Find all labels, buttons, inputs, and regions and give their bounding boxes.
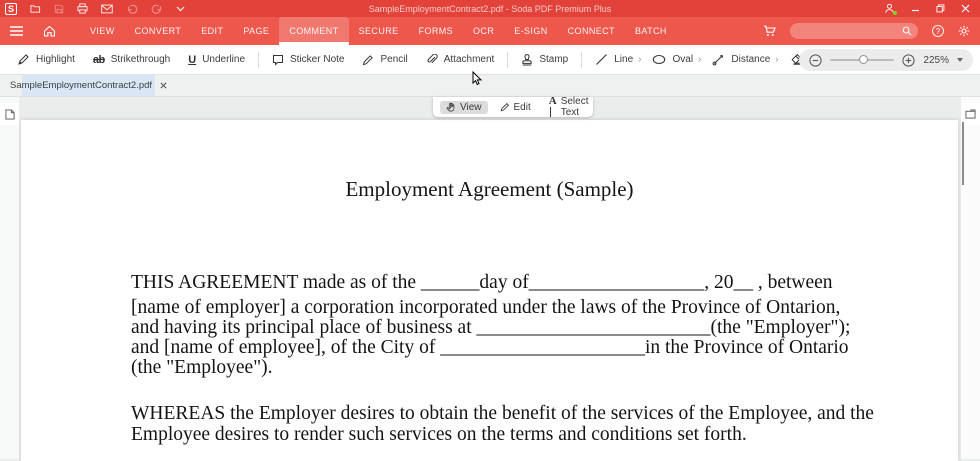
- left-panel-rail: [0, 75, 19, 459]
- settings-gear-icon[interactable]: [958, 25, 970, 37]
- menu-item-forms[interactable]: FORMS: [409, 17, 464, 45]
- document-tabbar: [0, 75, 980, 97]
- edit-mode-label: Edit: [514, 102, 531, 113]
- restore-button[interactable]: [936, 4, 945, 13]
- open-file-icon[interactable]: [30, 3, 41, 14]
- zoom-level-value: 225%: [923, 55, 949, 66]
- select-text-button[interactable]: [543, 94, 595, 121]
- sticker-note-label: Sticker Note: [290, 54, 344, 65]
- line-expand-chevron-icon[interactable]: ›: [638, 54, 641, 65]
- online-status-dot: [893, 11, 897, 15]
- highlight-icon: [17, 53, 30, 66]
- document-heading: Employment Agreement (Sample): [21, 177, 958, 202]
- document-text-line: (the "Employee").: [131, 357, 273, 379]
- view-mode-bar: [433, 97, 593, 117]
- menu-item-convert[interactable]: CONVERT: [125, 17, 192, 45]
- document-viewport: [19, 97, 961, 459]
- menu-item-secure[interactable]: SECURE: [349, 17, 409, 45]
- account-icon[interactable]: [884, 3, 895, 14]
- distance-icon: [712, 53, 725, 66]
- zoom-control: [799, 49, 973, 71]
- underline-label: Underline: [202, 54, 245, 65]
- search-input[interactable]: [790, 23, 918, 39]
- document-tab[interactable]: [22, 75, 155, 96]
- minimize-button[interactable]: [911, 4, 920, 13]
- quick-access-chevron-icon[interactable]: [176, 6, 185, 12]
- highlight-button[interactable]: [8, 47, 84, 73]
- line-label: Line: [614, 54, 633, 65]
- line-icon: [595, 53, 608, 66]
- sticker-note-button[interactable]: [263, 47, 353, 73]
- edit-pencil-icon: [500, 102, 510, 112]
- strikethrough-icon: ab: [93, 54, 105, 66]
- toolbar-separator: [581, 52, 582, 68]
- distance-label: Distance: [731, 54, 770, 65]
- line-button[interactable]: [586, 47, 642, 73]
- comment-toolbar: [0, 45, 980, 75]
- strikethrough-button[interactable]: [84, 47, 179, 73]
- redo-icon[interactable]: [151, 4, 163, 14]
- select-text-icon: A: [549, 95, 557, 120]
- underline-button[interactable]: [179, 47, 254, 73]
- pencil-icon: [362, 54, 374, 66]
- cart-icon[interactable]: [763, 25, 776, 37]
- attachment-button[interactable]: [417, 47, 504, 73]
- underline-icon: U: [188, 54, 196, 66]
- toolbar-separator: [258, 52, 259, 68]
- distance-expand-chevron-icon[interactable]: ›: [775, 54, 778, 65]
- document-text-line: [name of employer] a corporation incorporated under the laws of the Province of Ontarion,: [131, 297, 840, 319]
- oval-icon: [652, 54, 666, 65]
- zoom-slider-knob[interactable]: [859, 55, 868, 64]
- toolbar-separator: [507, 52, 508, 68]
- help-icon[interactable]: ?: [932, 25, 944, 37]
- document-text-line: THIS AGREEMENT made as of the ______day of__________________, 20__ , between: [131, 272, 833, 294]
- document-text-line: Employee desires to render such services on the terms and conditions set forth.: [131, 424, 747, 446]
- view-mode-button[interactable]: [440, 101, 488, 114]
- menu-item-esign[interactable]: E-SIGN: [504, 17, 557, 45]
- menu-item-batch[interactable]: BATCH: [625, 17, 677, 45]
- menu-items: [80, 17, 677, 45]
- window-title: SampleEmploymentContract2.pdf - Soda PDF Premium Plus: [0, 4, 980, 14]
- menu-item-edit[interactable]: EDIT: [191, 17, 233, 45]
- document-tab-label: SampleEmploymentContract2.pdf: [10, 80, 152, 91]
- zoom-dropdown-caret-icon[interactable]: [957, 58, 963, 62]
- highlight-label: Highlight: [36, 54, 75, 65]
- email-icon[interactable]: [101, 4, 113, 14]
- document-text-line: and having its principal place of business at ________________________(the "Employer");: [131, 317, 850, 339]
- hand-pan-icon: [446, 102, 456, 113]
- tab-close-icon[interactable]: [160, 82, 167, 89]
- zoom-slider[interactable]: [830, 59, 894, 61]
- hamburger-menu-icon[interactable]: [0, 26, 33, 36]
- menu-item-comment[interactable]: COMMENT: [279, 17, 348, 45]
- mouse-cursor: [472, 71, 483, 86]
- strikethrough-label: Strikethrough: [111, 54, 170, 65]
- sticker-note-icon: [272, 54, 284, 66]
- oval-label: Oval: [672, 54, 693, 65]
- menu-item-ocr[interactable]: OCR: [463, 17, 504, 45]
- close-button[interactable]: [961, 4, 970, 13]
- oval-button[interactable]: [643, 47, 702, 73]
- document-text-line: WHEREAS the Employer desires to obtain the benefit of the services of the Employee, and the: [131, 403, 874, 425]
- attachment-label: Attachment: [444, 54, 495, 65]
- select-text-label: Select Text: [561, 96, 589, 118]
- pdf-page: [21, 120, 958, 461]
- menu-item-connect[interactable]: CONNECT: [558, 17, 625, 45]
- attachment-icon: [426, 54, 438, 66]
- stamp-label: Stamp: [539, 54, 568, 65]
- soda-pdf-logo: S: [5, 3, 17, 15]
- undo-icon[interactable]: [126, 4, 138, 14]
- titlebar: [0, 0, 980, 17]
- menu-item-page[interactable]: PAGE: [233, 17, 279, 45]
- bookmarks-panel-icon[interactable]: [0, 103, 19, 125]
- distance-button[interactable]: [703, 47, 779, 73]
- menu-item-view[interactable]: VIEW: [80, 17, 125, 45]
- save-icon[interactable]: [54, 4, 64, 14]
- vertical-scrollbar[interactable]: [962, 122, 964, 185]
- zoom-out-button[interactable]: [809, 54, 822, 67]
- menubar: [0, 17, 980, 45]
- stamp-icon: [521, 54, 533, 66]
- document-text-line: and [name of employee], of the City of _____________________in the Province of Ontario: [131, 337, 849, 359]
- pencil-label: Pencil: [380, 54, 407, 65]
- oval-expand-chevron-icon[interactable]: ›: [698, 54, 701, 65]
- stamp-button[interactable]: [512, 47, 577, 73]
- edit-mode-button[interactable]: [494, 101, 537, 114]
- print-icon[interactable]: [77, 3, 88, 14]
- pencil-button[interactable]: [353, 47, 416, 73]
- home-icon[interactable]: [33, 25, 66, 37]
- zoom-in-button[interactable]: [902, 54, 915, 67]
- view-mode-label: View: [460, 102, 482, 113]
